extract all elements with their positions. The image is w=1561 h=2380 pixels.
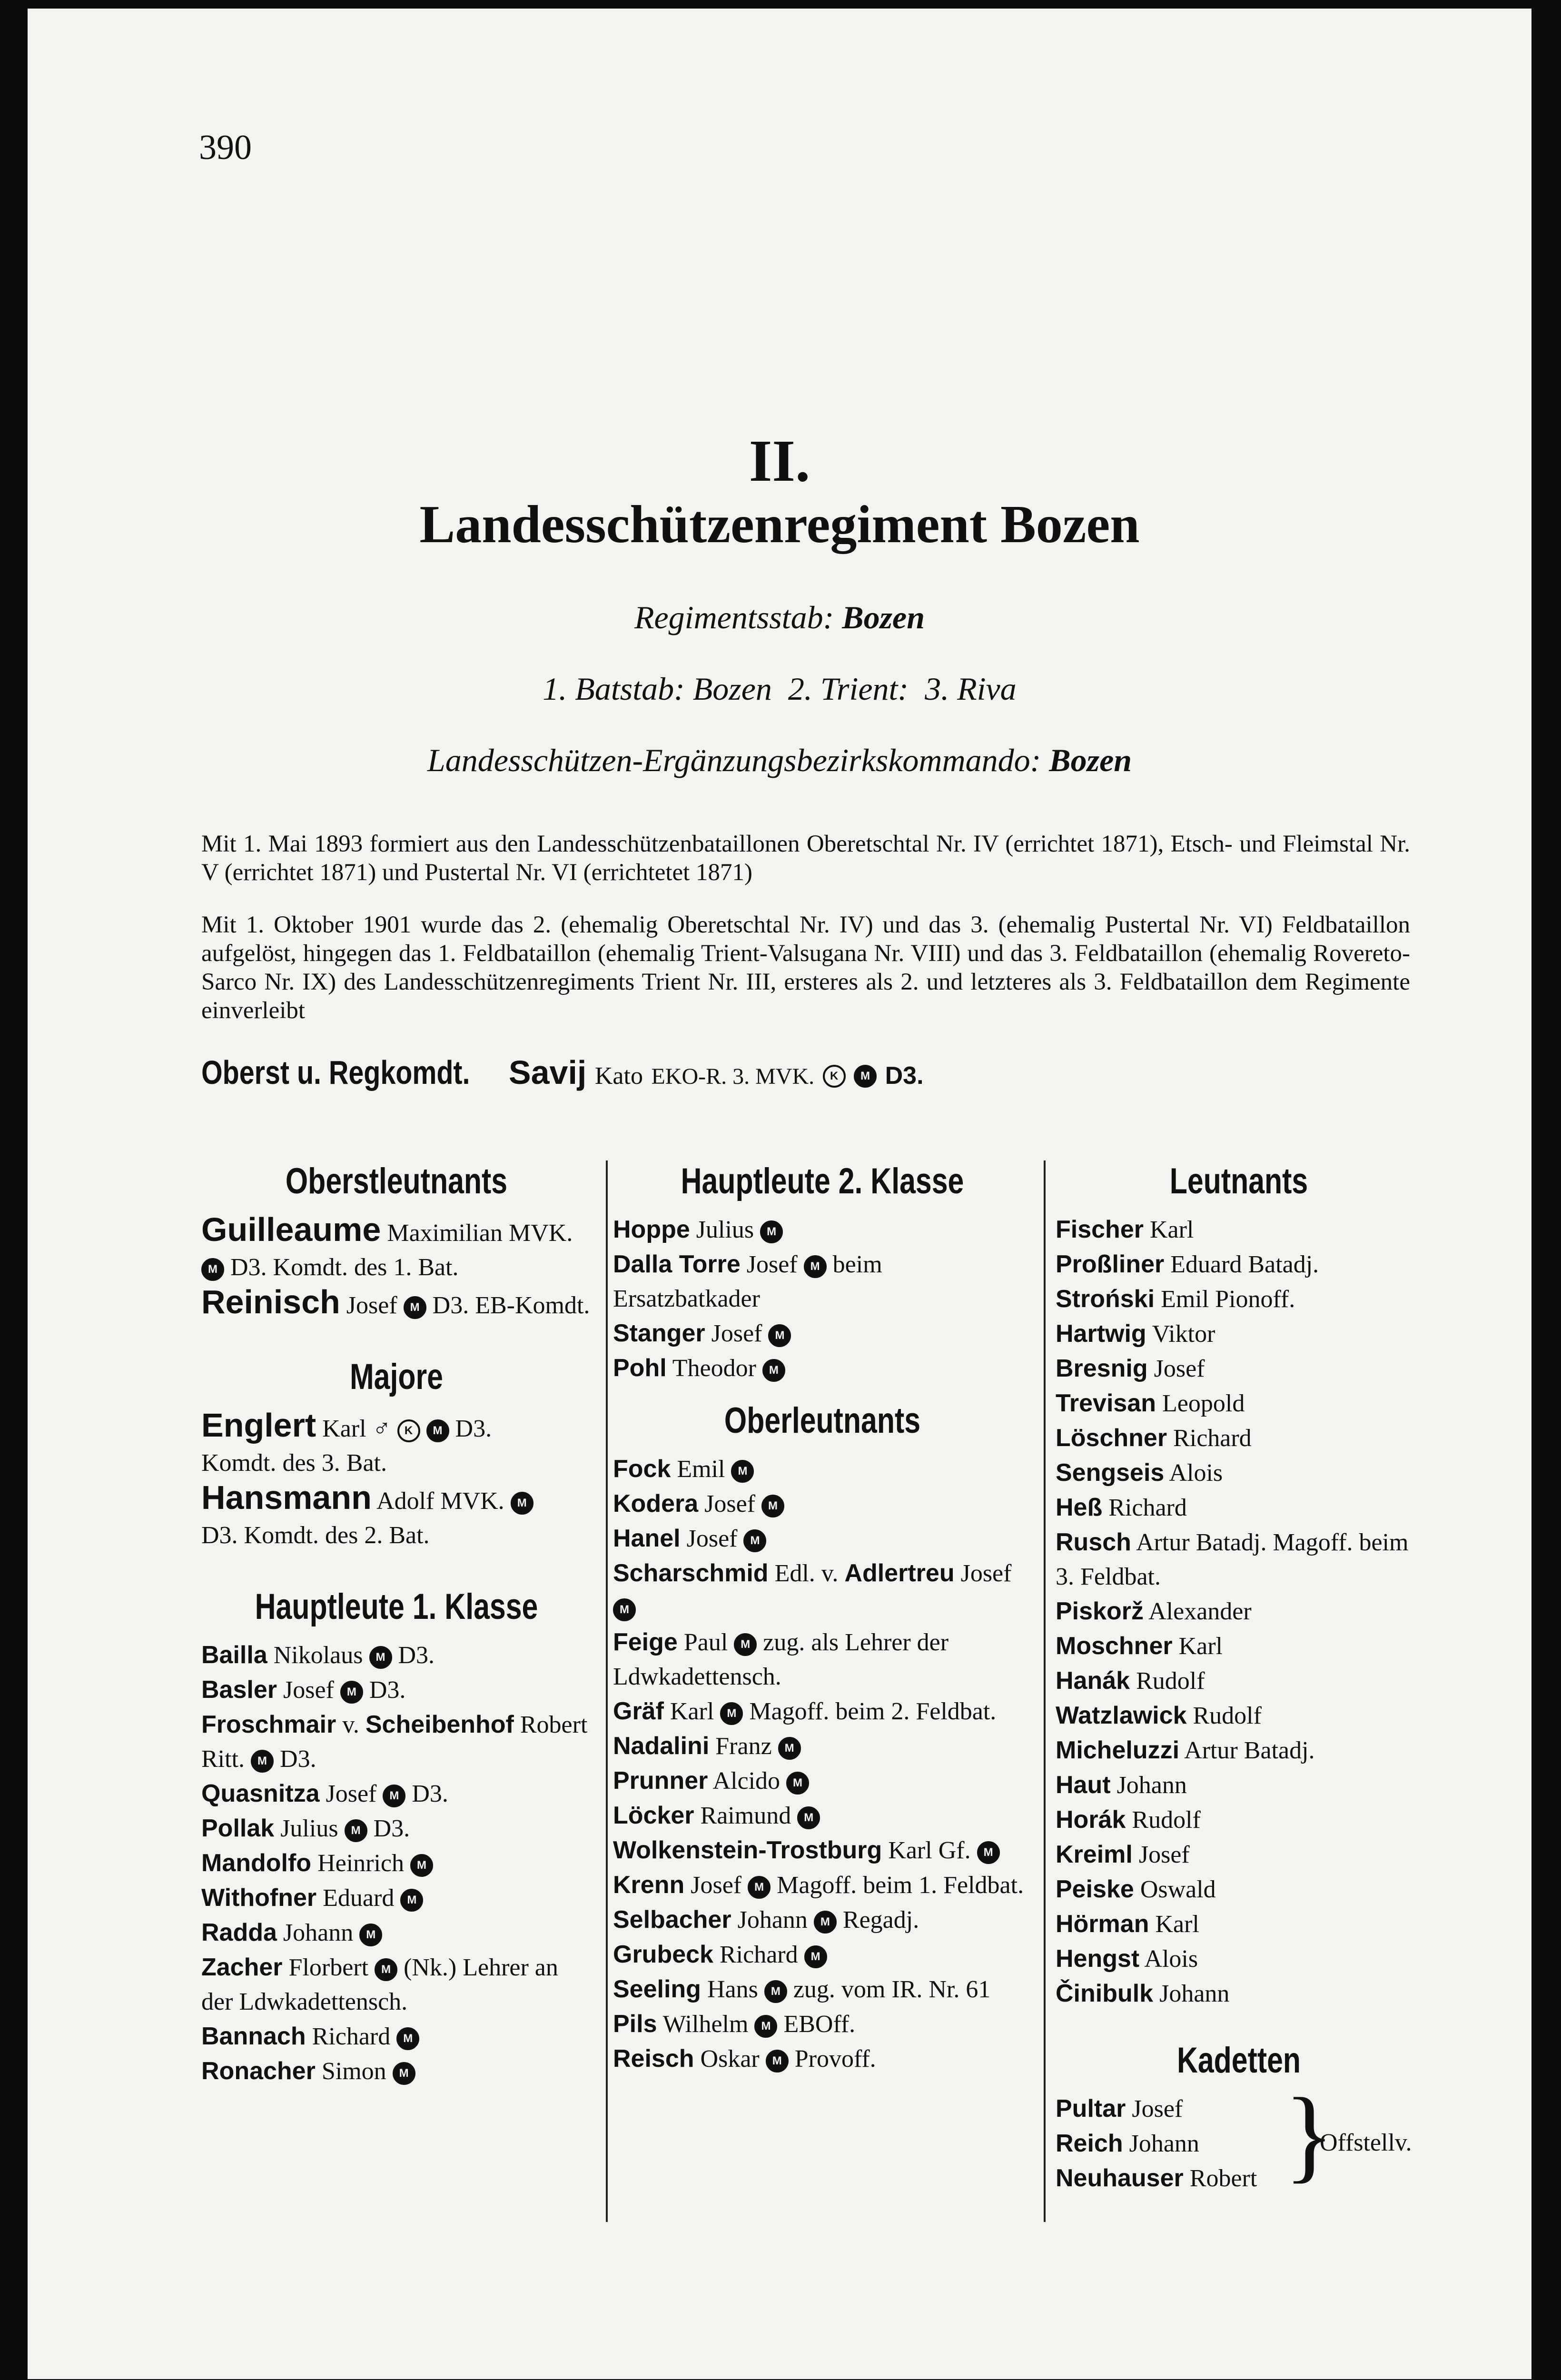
- batstab-1: Bozen: [692, 671, 772, 707]
- m-mark-icon: M: [393, 2062, 415, 2085]
- list-item: Bannach Richard M: [201, 2019, 592, 2054]
- column-divider-2: [1044, 1160, 1046, 2222]
- oberleutnants-list: [613, 1452, 1032, 2076]
- m-mark-icon: M: [743, 1529, 766, 1552]
- list-item: Dalla Torre Josef M beim Ersatzbatkader: [613, 1250, 882, 1312]
- m-mark-icon: M: [340, 1681, 363, 1704]
- m-mark-icon: M: [251, 1750, 274, 1773]
- list-item: Löcker Raimund M: [613, 1798, 1032, 1833]
- list-item: Proßliner Eduard Batadj.: [1056, 1250, 1319, 1278]
- list-item: Froschmair v. Scheibenhof Robert Ritt. M D3.: [201, 1711, 588, 1773]
- list-item: Kodera Josef M: [613, 1487, 1032, 1521]
- list-item: Radda Johann M: [201, 1915, 592, 1950]
- list-item: Pils Wilhelm M EBOff.: [613, 2010, 856, 2038]
- m-mark-icon: M: [764, 1980, 787, 2003]
- book-page: [28, 9, 1531, 2379]
- regimentsstab-line: [28, 599, 1531, 636]
- list-item: Pultar Josef: [1056, 2095, 1183, 2122]
- batstab-3-label: 3.: [925, 671, 949, 707]
- section-number: II.: [749, 428, 810, 494]
- m-mark-icon: M: [731, 1460, 754, 1483]
- commander-decorations: EKO-R. 3. MVK.: [651, 1064, 815, 1089]
- list-item: Basler Josef M D3.: [201, 1676, 406, 1704]
- m-mark-icon: M: [804, 1255, 827, 1278]
- m-mark-icon: M: [720, 1702, 743, 1725]
- m-mark-icon: M: [814, 1911, 837, 1934]
- list-item: Kreiml Josef: [1056, 1841, 1190, 1868]
- right-column: [1056, 1160, 1422, 2196]
- commander-surname: Savij: [508, 1054, 587, 1091]
- list-item: Seeling Hans M zug. vom IR. Nr. 61: [613, 1975, 991, 2003]
- m-mark-icon: M: [754, 2015, 777, 2038]
- ergaenzung-line: [28, 742, 1531, 779]
- list-item: Moschner Karl: [1056, 1632, 1223, 1660]
- kadetten-group: [1056, 2076, 1422, 2196]
- list-item: Piskorž Alexander: [1056, 1597, 1252, 1625]
- hauptleute1-heading: Hauptleute 1. Klasse: [255, 1587, 538, 1627]
- batstab-line: [28, 670, 1531, 708]
- m-mark-icon: M: [762, 1359, 785, 1382]
- list-item: Hanel Josef M: [613, 1521, 1032, 1556]
- regimentsstab-value: Bozen: [842, 599, 925, 635]
- list-item: Wolkenstein-Trostburg Karl Gf. M: [613, 1833, 1032, 1868]
- list-item: Quasnitza Josef M D3.: [201, 1780, 448, 1807]
- m-mark-icon: M: [854, 1065, 877, 1088]
- m-mark-icon: M: [201, 1258, 224, 1281]
- list-item: Fischer Karl: [1056, 1216, 1194, 1243]
- m-mark-icon: M: [369, 1646, 392, 1669]
- male-symbol-icon: ♂: [372, 1415, 391, 1442]
- batstab-label: 1. Batstab:: [543, 671, 685, 707]
- list-item: Činibulk Johann: [1056, 1980, 1230, 2007]
- leutnants-heading: Leutnants: [1169, 1161, 1308, 1201]
- list-item: Reinisch Josef M D3. EB-Komdt.: [201, 1283, 590, 1320]
- kadetten-note: Offstellv.: [1320, 2129, 1412, 2156]
- list-item: Löschner Richard: [1056, 1424, 1252, 1452]
- history-paragraph-1: Mit 1. Mai 1893 formiert aus den Landesschützenbataillonen Oberetschtal Nr. IV (errichtet 1871), Etsch- und Fleimstal Nr. V (errichtet 1871) und Pustertal Nr. VI (errichtetet 1871): [201, 831, 1410, 886]
- m-mark-icon: M: [804, 1945, 827, 1968]
- list-item: Haut Johann: [1056, 1771, 1187, 1799]
- list-item: Withofner Eduard M: [201, 1881, 592, 1915]
- list-item: Hoppe Julius M: [613, 1212, 1032, 1247]
- list-item: Stroński Emil Pionoff.: [1056, 1285, 1295, 1313]
- leutnants-list: [1056, 1212, 1422, 2011]
- list-item: Gräf Karl M Magoff. beim 2. Feldbat.: [613, 1697, 997, 1725]
- regimentsstab-label: Regimentsstab:: [634, 599, 834, 635]
- batstab-2-label: 2.: [788, 671, 812, 707]
- list-item: Hanák Rudolf: [1056, 1667, 1205, 1695]
- column-divider-1: [606, 1160, 608, 2222]
- hauptleute2-list: [613, 1212, 1032, 1386]
- ergaenzung-label: Landesschützen-Ergänzungsbezirkskommando:: [427, 742, 1041, 778]
- list-item: Pollak Julius M D3.: [201, 1815, 410, 1842]
- oberleutnants-heading: Oberleutnants: [724, 1400, 921, 1441]
- list-item: Reisch Oskar M Provoff.: [613, 2045, 876, 2073]
- m-mark-icon: M: [426, 1419, 449, 1442]
- commander-rank: Oberst u. Regkomdt.: [201, 1054, 470, 1091]
- m-mark-icon: M: [797, 1806, 820, 1829]
- list-item: Hengst Alois: [1056, 1945, 1198, 1973]
- list-item: Feige Paul M zug. als Lehrer der Ldwkadettensch.: [613, 1628, 949, 1690]
- m-mark-icon: M: [359, 1924, 382, 1946]
- m-mark-icon: M: [404, 1296, 426, 1319]
- m-mark-icon: M: [766, 2050, 789, 2073]
- kadetten-heading: Kadetten: [1176, 2040, 1301, 2081]
- commander-firstname: Kato: [594, 1062, 643, 1090]
- k-mark-icon: K: [397, 1419, 420, 1442]
- list-item: Ronacher Simon M: [201, 2054, 592, 2089]
- m-mark-icon: M: [345, 1819, 367, 1842]
- list-item: Selbacher Johann M Regadj.: [613, 1906, 919, 1934]
- list-item: Heß Richard: [1056, 1494, 1187, 1521]
- hauptleute2-heading: Hauptleute 2. Klasse: [681, 1161, 964, 1201]
- k-mark-icon: K: [823, 1065, 846, 1088]
- history-paragraph-2: Mit 1. Oktober 1901 wurde das 2. (ehemalig Oberetschtal Nr. IV) und das 3. (ehemalig Pustertal Nr. VI) Feldbataillon aufgelöst, hingegen das 1. Feldbataillon (ehemalig Trient-Valsugana Nr. VIII) und das 3. Feldbataillon (ehemalig Rovereto-Sarco Nr. IX) des Landesschützenregiments Trient Nr. III, ersteres als 2. und letzteres als 3. Feldbataillon dem Regimente einverleibt: [201, 912, 1410, 1024]
- list-item: Hansmann Adolf MVK. M D3. Komdt. des 2. Bat.: [201, 1480, 592, 1553]
- list-item: Sengseis Alois: [1056, 1459, 1223, 1487]
- list-item: Krenn Josef M Magoff. beim 1. Feldbat.: [613, 1871, 1024, 1899]
- m-mark-icon: M: [396, 2027, 419, 2050]
- m-mark-icon: M: [400, 1889, 423, 1912]
- m-mark-icon: M: [511, 1492, 534, 1515]
- list-item: Horák Rudolf: [1056, 1806, 1201, 1834]
- m-mark-icon: M: [410, 1854, 433, 1877]
- list-item: Bailla Nikolaus M D3.: [201, 1641, 435, 1669]
- list-item: Pohl Theodor M: [613, 1351, 1032, 1386]
- list-item: Prunner Alcido M: [613, 1764, 1032, 1798]
- list-item: Mandolfo Heinrich M: [201, 1846, 592, 1881]
- m-mark-icon: M: [768, 1324, 791, 1347]
- left-column: [201, 1160, 592, 2089]
- middle-column: [613, 1160, 1032, 2076]
- m-mark-icon: M: [383, 1785, 405, 1807]
- list-item: Hartwig Viktor: [1056, 1320, 1215, 1348]
- majore-heading: Majore: [350, 1357, 443, 1397]
- list-item: Scharschmid Edl. v. Adlertreu Josef M: [613, 1556, 1032, 1625]
- m-mark-icon: M: [375, 1958, 397, 1981]
- batstab-3: Riva: [957, 671, 1017, 707]
- list-item: Bresnig Josef: [1056, 1355, 1205, 1382]
- m-mark-icon: M: [613, 1598, 636, 1621]
- regiment-commander: [201, 1053, 924, 1092]
- list-item: Fock Emil M: [613, 1452, 1032, 1487]
- list-item: Peiske Oswald: [1056, 1875, 1216, 1903]
- list-item: Reich Johann: [1056, 2130, 1199, 2157]
- m-mark-icon: M: [734, 1633, 757, 1656]
- hauptleute1-list: [201, 1638, 592, 2089]
- list-item: Neuhauser Robert: [1056, 2164, 1257, 2192]
- m-mark-icon: M: [778, 1737, 801, 1760]
- regiment-title: Landesschützenregiment Bozen: [419, 495, 1140, 554]
- list-item: Englert Karl ♂ K M D3. Komdt. des 3. Bat.: [201, 1407, 492, 1477]
- list-item: Hörman Karl: [1056, 1910, 1199, 1938]
- brace-icon: }: [1284, 2076, 1334, 2192]
- list-item: Rusch Artur Batadj. Magoff. beim 3. Feldbat.: [1056, 1528, 1409, 1590]
- list-item: Stanger Josef M: [613, 1316, 1032, 1351]
- list-item: Guilleaume Maximilian MVK. M D3. Komdt. des 1. Bat.: [201, 1211, 573, 1281]
- list-item: Zacher Florbert M (Nk.) Lehrer an der Ldwkadettensch.: [201, 1954, 558, 2015]
- m-mark-icon: M: [761, 1495, 784, 1517]
- list-item: Trevisan Leopold: [1056, 1389, 1245, 1417]
- commander-rest: D3.: [885, 1062, 924, 1090]
- list-item: Watzlawick Rudolf: [1056, 1702, 1262, 1729]
- ergaenzung-value: Bozen: [1049, 742, 1132, 778]
- m-mark-icon: M: [977, 1841, 1000, 1864]
- m-mark-icon: M: [748, 1876, 771, 1899]
- list-item: Micheluzzi Artur Batadj.: [1056, 1736, 1315, 1764]
- page-number: 390: [199, 128, 252, 167]
- oberstleutnants-heading: Oberstleutnants: [285, 1161, 508, 1201]
- batstab-2: Trient:: [820, 671, 909, 707]
- list-item: Nadalini Franz M: [613, 1729, 1032, 1764]
- m-mark-icon: M: [786, 1772, 809, 1795]
- m-mark-icon: M: [760, 1220, 783, 1243]
- list-item: Grubeck Richard M: [613, 1937, 1032, 1972]
